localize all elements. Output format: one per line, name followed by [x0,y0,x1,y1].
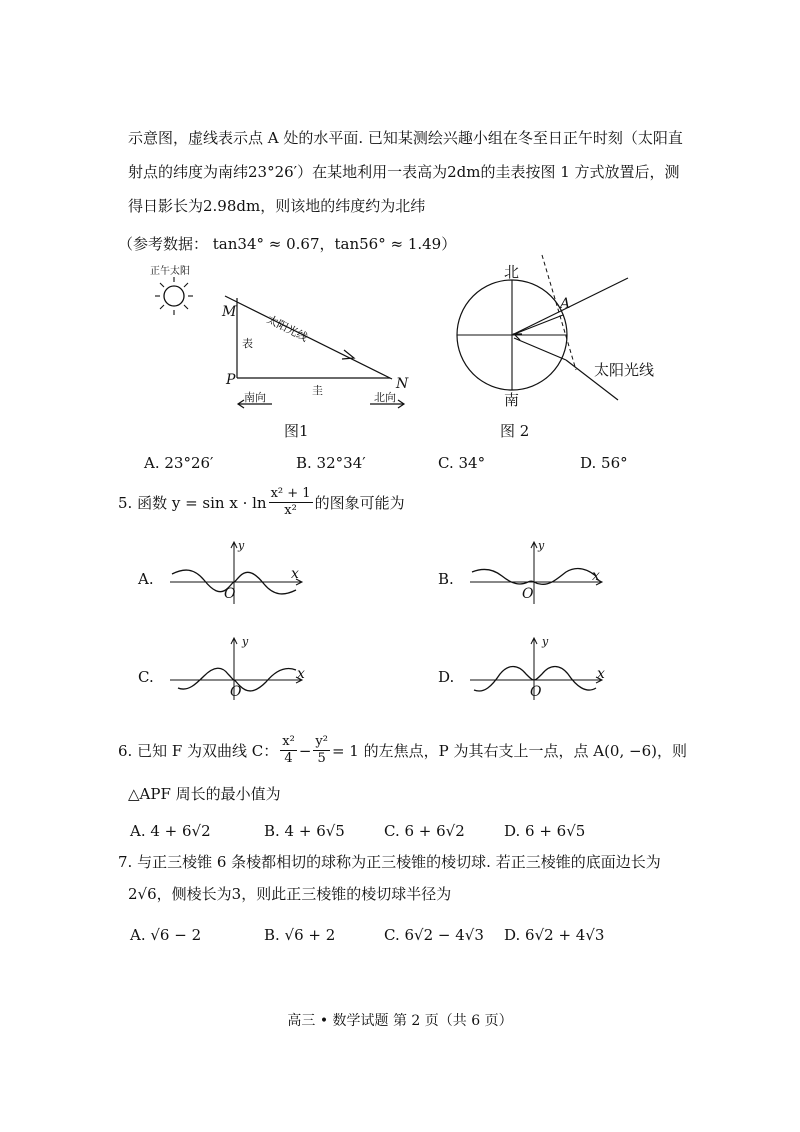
q5-label-a[interactable]: A. [138,570,154,588]
point-M: M [222,304,237,320]
q5b-origin: O [522,586,534,602]
figure2-caption: 图 2 [500,422,530,440]
q5c-origin: O [230,684,242,700]
q4-option-d[interactable]: D. 56° [580,454,628,472]
q6-frac1-num: x² [282,734,295,749]
q6-option-b[interactable]: B. 4 + 6√5 [264,822,345,840]
point-P: P [226,372,236,388]
label-biao: 表 [242,337,253,350]
q5-label-c[interactable]: C. [138,668,154,686]
q7-option-a[interactable]: A. √6 − 2 [130,926,202,944]
q5b-axis-x: x [592,568,600,584]
q5-prefix: 5. 函数 y = sin x · ln [118,493,267,512]
page-footer: 高三 • 数学试题 第 2 页（共 6 页） [287,1013,513,1029]
q5-label-d[interactable]: D. [438,668,455,686]
q5d-axis-y: y [542,635,549,648]
label-south: 南向 [244,391,266,404]
q7-option-d[interactable]: D. 6√2 + 4√3 [504,926,605,944]
point-N: N [396,376,409,392]
q7-option-b[interactable]: B. √6 + 2 [264,926,336,944]
figure1-caption: 图1 [284,422,309,440]
q6-suffix: = 1 的左焦点，P 为其右支上一点，点 A(0, −6)，则 [331,741,687,760]
q4-line3: 得日影长为2.98dm，则该地的纬度约为北纬 [128,197,426,215]
q6-stem [118,734,687,767]
q6-minus: − [298,741,312,760]
q5c-axis-x: x [297,666,305,682]
q5-fraction [269,486,313,519]
q6-line2: △APF 周长的最小值为 [128,785,281,803]
direction-arrows [236,398,406,410]
label-sunlight-fig2: 太阳光线 [594,361,655,379]
q6-fraction-1 [280,734,297,767]
q7-line1: 7. 与正三棱锥 6 条棱都相切的球称为正三棱锥的棱切球. 若正三棱锥的底面边长为 [118,853,661,871]
q5a-axis-y: y [238,539,245,552]
q5-numerator: x² + 1 [270,486,311,501]
q5b-axis-y: y [538,539,545,552]
sun-label: 正午太阳 [150,266,190,277]
label-sunlight-fig1: 太阳光线 [264,312,310,345]
q5-suffix: 的图象可能为 [314,493,405,512]
q4-line2: 射点的纬度为南纬23°26′）在某地利用一表高为2dm的圭表按图 1 方式放置后，测 [128,163,680,181]
label-gui: 圭 [312,384,323,397]
q5a-axis-x: x [291,566,299,582]
q5-denominator: x² [284,503,297,518]
q5-label-b[interactable]: B. [438,570,454,588]
q6-fraction-2 [313,734,330,767]
q6-prefix: 6. 已知 F 为双曲线 C： [118,741,279,760]
q4-reference-data: （参考数据： tan34° ≈ 0.67，tan56° ≈ 1.49） [118,235,457,253]
point-A: A [560,296,571,312]
q6-option-c[interactable]: C. 6 + 6√2 [384,822,465,840]
q5d-axis-x: x [597,666,605,682]
globe-south: 南 [504,391,520,409]
q4-line1: 示意图，虚线表示点 A 处的水平面. 已知某测绘兴趣小组在冬至日正午时刻（太阳直 [128,129,683,147]
q4-option-a[interactable]: A. 23°26′ [144,454,214,472]
q7-line2: 2√6，侧棱长为3，则此正三棱锥的棱切球半径为 [128,885,452,903]
q4-option-c[interactable]: C. 34° [438,454,486,472]
q4-option-b[interactable]: B. 32°34′ [296,454,366,472]
q5c-axis-y: y [242,635,249,648]
q6-frac2-num: y² [315,734,328,749]
sun-icon [145,275,205,320]
q6-option-a[interactable]: A. 4 + 6√2 [130,822,211,840]
q7-option-c[interactable]: C. 6√2 − 4√3 [384,926,484,944]
q6-frac2-den: 5 [317,751,326,766]
q6-option-d[interactable]: D. 6 + 6√5 [504,822,586,840]
globe-north: 北 [504,263,520,281]
q5-stem [118,486,405,519]
q5d-origin: O [530,684,542,700]
figure2-globe [450,250,650,420]
q5a-origin: O [224,586,236,602]
q6-frac1-den: 4 [284,751,293,766]
label-north: 北向 [374,391,396,404]
